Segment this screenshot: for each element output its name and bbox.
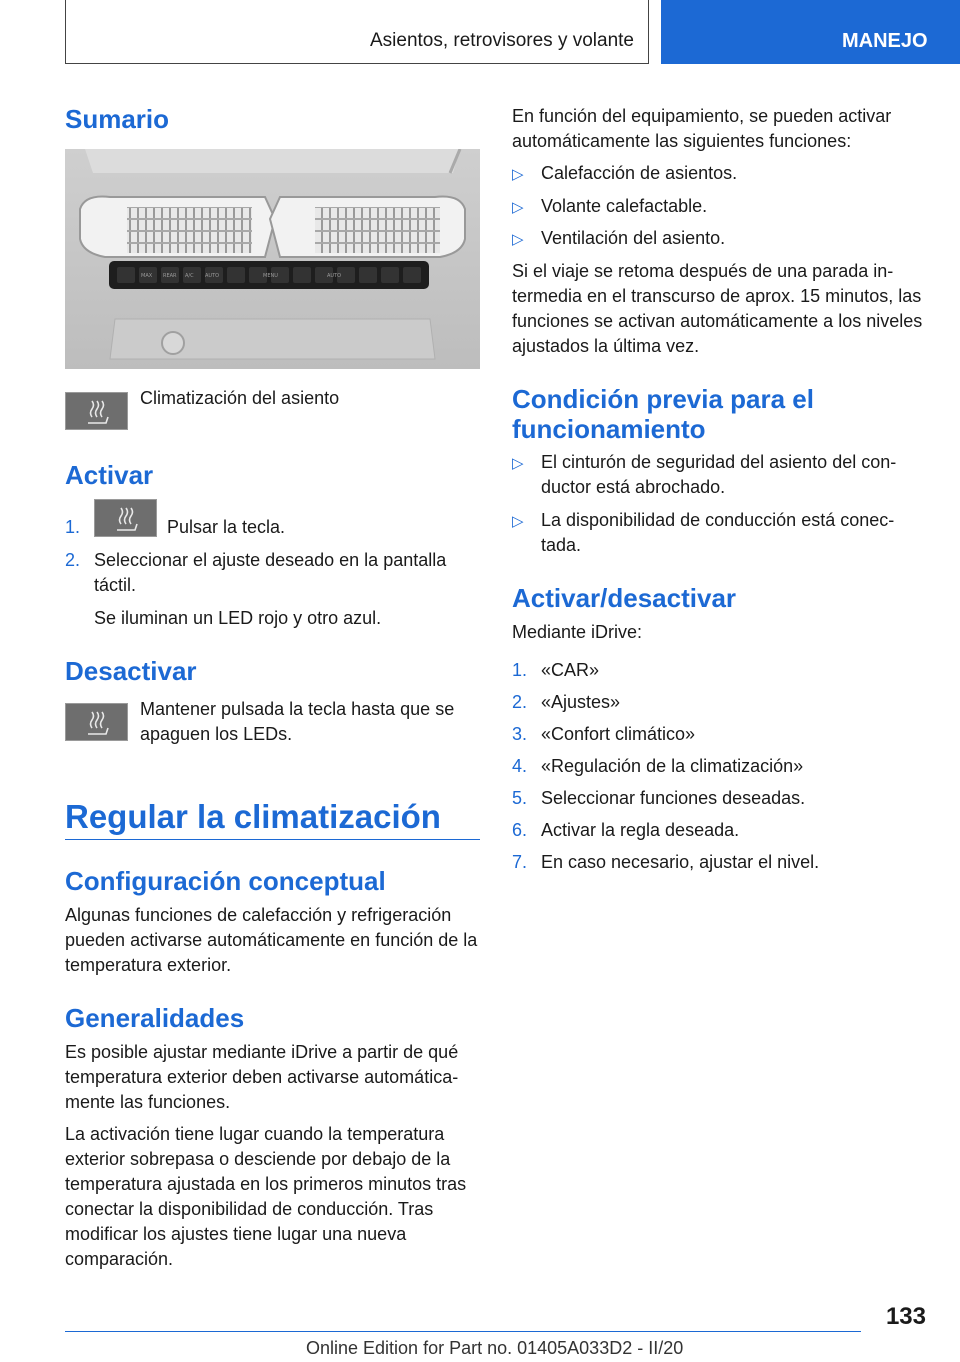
- heading-activar: Activar: [65, 460, 154, 490]
- list-item: 3. «Confort climático»: [512, 724, 696, 744]
- intro-text: En función del equipamiento, se pueden activar automáticamente las siguientes funciones:: [512, 106, 892, 151]
- page-number: 133: [885, 1303, 926, 1330]
- list-item: ▷ El cinturón de seguridad del asiento del con-ductor está abrochado.: [512, 452, 897, 497]
- panel-label: MENU: [263, 273, 278, 279]
- seat-climate-icon: [65, 392, 128, 430]
- step-text: Pulsar la tecla.: [167, 517, 286, 537]
- panel-label: AUTO: [205, 273, 220, 279]
- list-item: 6. Activar la regla deseada.: [512, 820, 740, 840]
- heading-condicion: Condición previa para el funcionamiento: [512, 384, 814, 444]
- footer-edition: Online Edition for Part no. 01405A033D2 - II/20: [306, 1338, 684, 1358]
- section-tab[interactable]: [661, 0, 960, 64]
- activar-note: Se iluminan un LED rojo y otro azul.: [94, 608, 382, 628]
- gen-text-2: La activación tiene lugar cuando la temperatura exterior sobrepasa o desciende por debajo de la temperatura ajustada en los primeros minutos tras conectar la disponibilidad de conducción. Tras modificar los ajustes tiene lugar una nueva comparación.: [65, 1124, 467, 1269]
- activar-step-2: [65, 548, 480, 598]
- desactivar-text: Mantener pulsada la tecla hasta que se apaguen los LEDs.: [140, 699, 455, 744]
- panel-label: MAX: [141, 273, 153, 279]
- list-item: 5. Seleccionar funciones deseadas.: [512, 788, 806, 808]
- climate-panel-photo: [65, 149, 480, 369]
- step-number: 1.: [65, 517, 81, 537]
- list-item: 2. «Ajustes»: [512, 692, 621, 712]
- step-number: 2.: [65, 550, 81, 570]
- footer-rule: [65, 1331, 861, 1332]
- heading-sumario: Sumario: [65, 104, 170, 134]
- list-item: 7. En caso necesario, ajustar el nivel.: [512, 852, 820, 872]
- heading-configuracion: Configuración conceptual: [65, 866, 386, 896]
- heading-rule: [65, 839, 480, 840]
- icon-caption: Climatización del asiento: [140, 388, 340, 408]
- panel-label: AUTO: [327, 273, 342, 279]
- panel-label: REAR: [163, 273, 177, 279]
- viaje-text: Si el viaje se retoma después de una parada in-termedia en el transcurso de aprox. 15 minutos, las funciones se activan automáticamente a los niveles ajustados la última vez.: [512, 261, 923, 356]
- gen-text-1: Es posible ajustar mediante iDrive a partir de qué temperatura exterior deben activarse automática-mente las funciones.: [65, 1042, 459, 1112]
- heading-desactivar: Desactivar: [65, 656, 197, 686]
- step-text: Seleccionar el ajuste deseado en la pantalla táctil.: [94, 550, 447, 595]
- header-box: [65, 0, 649, 64]
- chapter-title: Asientos, retrovisores y volante: [369, 30, 634, 51]
- conf-text: Algunas funciones de calefacción y refrigeración pueden activarse automáticamente en función de la temperatura exterior.: [65, 905, 478, 975]
- heading-generalidades: Generalidades: [65, 1003, 245, 1033]
- seat-climate-icon[interactable]: [94, 499, 157, 537]
- seat-climate-icon: [65, 703, 128, 741]
- list-item: ▷ Volante calefactable.: [512, 196, 708, 216]
- section-tab-label: MANEJO: [842, 30, 928, 52]
- mediante-text: Mediante iDrive:: [512, 622, 643, 642]
- list-item: 4. «Regulación de la climatización»: [512, 756, 804, 776]
- list-item: ▷ La disponibilidad de conducción está conec-tada.: [512, 510, 895, 555]
- panel-label: A/C: [185, 273, 194, 279]
- list-item: 1. «CAR»: [512, 660, 600, 680]
- list-item: ▷ Calefacción de asientos.: [512, 163, 738, 183]
- list-item: ▷ Ventilación del asiento.: [512, 228, 726, 248]
- heading-regular: Regular la climatización: [65, 798, 441, 835]
- heading-activar-desactivar: Activar/desactivar: [512, 583, 737, 613]
